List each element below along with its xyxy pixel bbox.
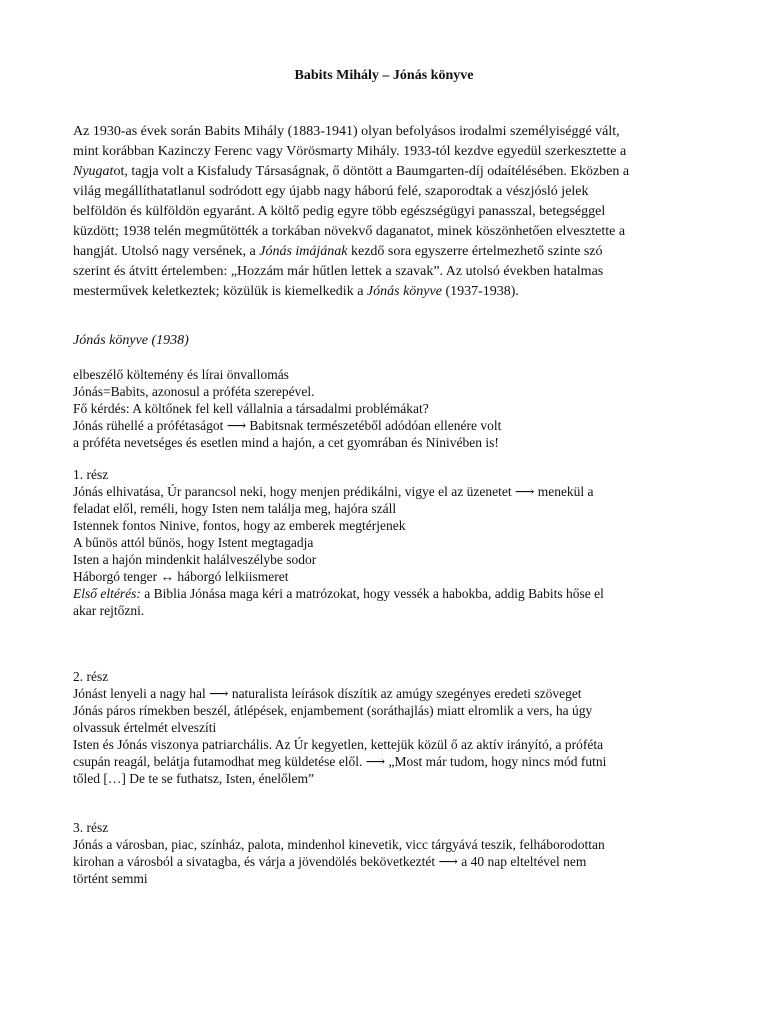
section-subtitle: Jónás könyve (1938) [73,333,189,348]
part-heading: 1. rész [73,467,109,482]
part3-block [73,819,698,887]
poem-title: Jónás imájának [259,244,348,259]
intro-line [73,162,693,182]
overview-line: a próféta nevetséges és esetlen mind a hajón, a cet gyomrában és Ninivében is! [73,435,499,450]
part-line: Háborgó tenger ↔ háborgó lelkiismeret [73,569,289,584]
part-line: Jónás páros rímekben beszél, átlépések, enjambement (soráthajlás) miatt elromlik a vers, ha úgy [73,703,593,718]
overview-line: elbeszélő költemény és lírai önvallomás [73,367,289,382]
part-line: A bűnös attól bűnös, hogy Istent megtagadja [73,535,314,550]
intro-text: kezdő sora egyszerre értelmezhető szinte szó [347,244,603,259]
intro-line [73,242,693,262]
overview-block [73,366,698,451]
part-note [73,585,698,602]
part1-block [73,466,698,619]
part-note: akar rejtőzni. [73,603,145,618]
intro-text: mesterművek keletkeztek; közülük is kiemelkedik a [73,284,367,299]
intro-line: belföldön és külföldön egyaránt. A költő pedig egyre több egészségügyi panasszal, betegséggel [73,204,606,219]
part-line: Jónást lenyeli a nagy hal ⟶ naturalista leírások díszítik az amúgy szegényes eredeti szöveget [73,686,582,701]
document-title: Babits Mihály – Jónás könyve [294,68,474,83]
part-line: tőled […] De te se futhatsz, Isten, énelőlem” [73,771,315,786]
intro-line: mint korábban Kazinczy Ferenc vagy Vörösmarty Mihály. 1933-tól kezdve egyedül szerkesztette a [73,144,627,159]
overview-line: Fő kérdés: A költőnek fel kell vállalnia a társadalmi problémákat? [73,401,429,416]
overview-line: Jónás=Babits, azonosul a próféta szerepével. [73,384,315,399]
part2-block [73,668,698,787]
part-line: Isten a hajón mindenkit halálveszélybe sodor [73,552,317,567]
journal-name: Nyugat [73,164,114,179]
part-line: Jónás elhivatása, Úr parancsol neki, hogy menjen prédikálni, vigye el az üzenetet ⟶ menekül a [73,484,594,499]
intro-paragraph [73,122,693,302]
intro-line [73,282,693,302]
intro-line: szerint és átvitt értelemben: „Hozzám már hűtlen lettek a szavak”. Az utolsó években hatalmas [73,264,604,279]
part-line: Istennek fontos Ninive, fontos, hogy az emberek megtérjenek [73,518,406,533]
part-line: Jónás a városban, piac, színház, palota, mindenhol kinevetik, vicc tárgyává teszik, felháborodottan [73,837,605,852]
overview-line: Jónás rühellé a prófétaságot ⟶ Babitsnak természetéből adódóan ellenére volt [73,418,502,433]
intro-text: hangját. Utolsó nagy versének, a [73,244,260,259]
part-heading: 3. rész [73,820,109,835]
part-line: olvassuk értelmét elveszíti [73,720,217,735]
intro-text: (1937-1938). [441,284,519,299]
intro-line: küzdött; 1938 telén megműtötték a torkában növekvő daganatot, minek köszönhetően elvesztette a [73,224,626,239]
part-line: Isten és Jónás viszonya patriarchális. Az Úr kegyetlen, kettejük közül ő az aktív irányító, a próféta [73,737,604,752]
part-line: csupán reagál, belátja futamodhat meg küldetése elől. ⟶ „Most már tudom, hogy nincs mód futni [73,754,607,769]
part-line: történt semmi [73,871,148,886]
note-text: a Biblia Jónása maga kéri a matrózokat, hogy vessék a habokba, addig Babits hőse el [140,586,604,601]
note-label: Első eltérés: [73,586,141,601]
intro-text: ot, tagja volt a Kisfaludy Társaságnak, ő döntött a Baumgarten-díj odaítélésében. Eközben a [113,164,630,179]
intro-line: világ megállíthatatlanul sodródott egy újabb nagy háború felé, szaporodtak a vészjósló jelek [73,184,589,199]
part-heading: 2. rész [73,669,109,684]
part-line: kirohan a városból a sivatagba, és várja a jövendölés bekövetkeztét ⟶ a 40 nap elteltével nem [73,854,587,869]
part-line: feladat elől, reméli, hogy Isten nem találja meg, hajóra száll [73,501,397,516]
intro-line: Az 1930-as évek során Babits Mihály (1883-1941) olyan befolyásos irodalmi személyiséggé vált, [73,124,620,139]
poem-title: Jónás könyve [366,284,442,299]
